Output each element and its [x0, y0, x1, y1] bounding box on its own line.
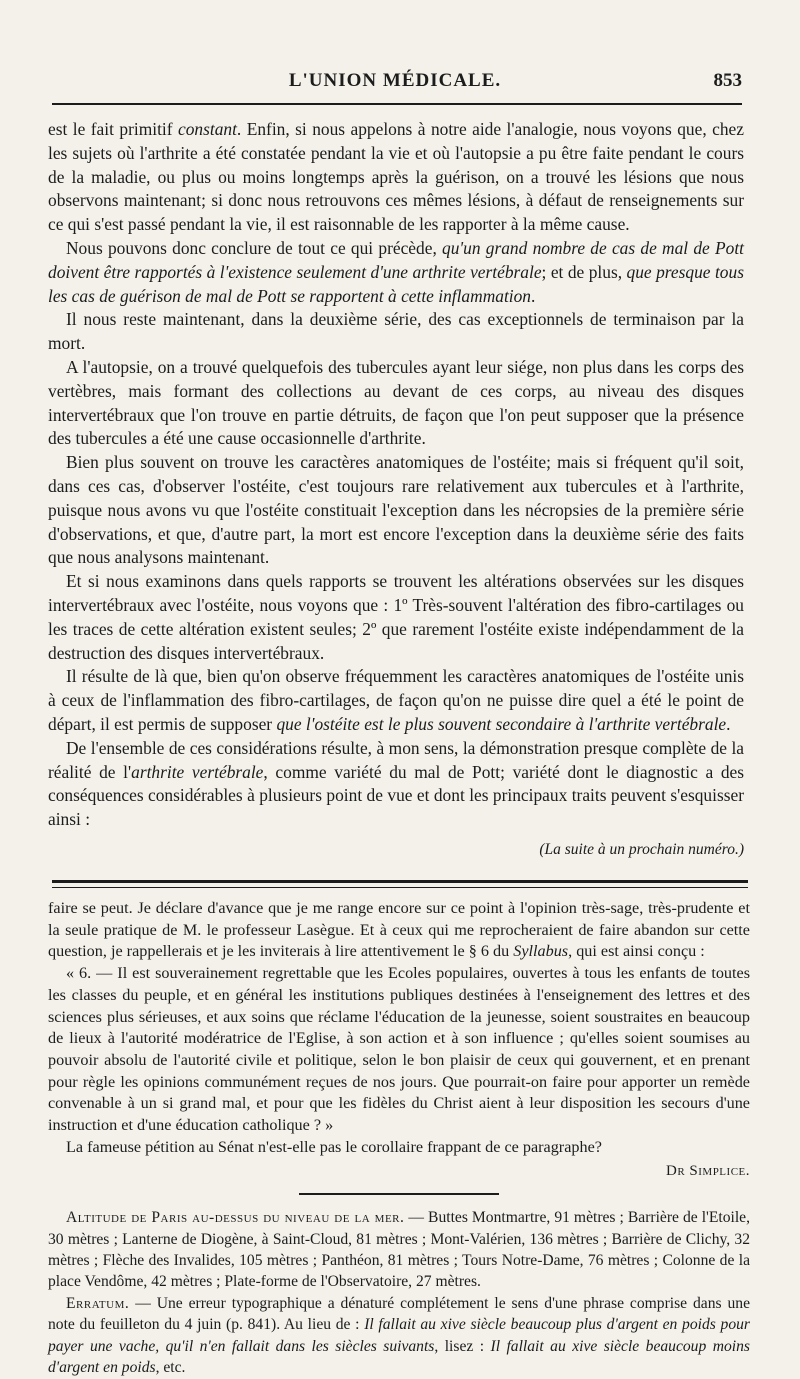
- emphasis-run: Il fallait au xive siècle beaucoup moins d'argent en poids: [48, 1337, 750, 1376]
- article-body: [48, 118, 744, 862]
- text-run: — Une erreur typographique a dénaturé complétement le sens d'une phrase comprise dans une note du feuilleton du 4 juin (p. 841). Au lieu de :: [48, 1294, 750, 1334]
- syllabus-quote: « 6. — Il est souverainement regrettable que les Ecoles populaires, ouvertes à tous les enfants de toutes les classes du peuple, et en général les institutions publiques destinées à l'enseignement des lettres et des sciences plus sérieuses, et aux soins que réclame l'éducation de la jeunesse, soient soustraites en beaucoup de lieux à l'autorité modératrice de l'Eglise, à son action et à son influence ; qu'elles soient soumises au pouvoir absolu de l'autorité civile et politique, selon le bon plaisir de ceux qui gouvernent, et en prenant pour règle les opinions communément reçues de nos jours. Que pourrait-on faire pour apporter un remède convenable à un si grand mal, et pour que les fidèles du Christ aient à leur disposition les secours d'une instruction et d'une éducation catholique ? »: [48, 964, 750, 1135]
- emphasis-run: que presque tous les cas de guérison de mal de Pott se rapportent à cette inflammation: [48, 261, 744, 306]
- text-run: est le fait primitif: [48, 119, 178, 139]
- article-paragraph: Il nous reste maintenant, dans la deuxième série, des cas exceptionnels de terminaison par la mort.: [48, 309, 744, 354]
- running-head: [48, 70, 742, 96]
- emphasis-run: qu'un grand nombre de cas de mal de Pott doivent être rapportés à l'existence seulement d'une arthrite vertébrale: [48, 237, 744, 282]
- erratum-note: [48, 1293, 750, 1379]
- article-paragraph: Et si nous examinons dans quels rapports se trouvent les altérations observées sur les disques intervertébraux avec l'ostéite, nous voyons que : 1º Très-souvent l'altération des fibro-cartilages ou les traces de cette altération existent seules; 2º que rarement l'ostéite existe indépendamment de la destruction des disques intervertébraux.: [48, 571, 744, 663]
- header-rule: [52, 103, 742, 105]
- text-run: , lisez :: [434, 1337, 491, 1355]
- text-run: , qui est ainsi conçu :: [568, 942, 705, 961]
- emphasis-run: que l'ostéite est le plus souvent secondaire à l'arthrite vertébrale: [276, 713, 727, 734]
- feuilleton-separator: [52, 880, 748, 888]
- text-run: .: [531, 285, 536, 306]
- text-run: ; et de plus,: [541, 261, 627, 282]
- article-paragraph: A l'autopsie, on a trouvé quelquefois des tubercules ayant leur siége, non plus dans les corps des vertèbres, mais formant des collections au devant de ces corps, au niveau des disques intervertébraux que l'on trouve en partie détruits, de façon que l'on peut supposer que la présence des tubercules a été une cause occasionnelle d'arthrite.: [48, 356, 744, 449]
- text-run: De l'ensemble de ces considérations résulte, à mon sens, la démonstration presque complète de la réalité de l': [48, 737, 744, 782]
- article-paragraph: [48, 665, 744, 736]
- emphasis-run: Syllabus: [513, 942, 569, 961]
- text-run: faire se peut. Je déclare d'avance que je me range encore sur ce point à l'opinion très-sage, très-prudente et la seule pratique de M. le professeur Lasègue. Et à ceux qui me reprocheraient de faire abandon sur cette question, je rappellerais et je les inviterais à lire attentivement le § 6 du: [48, 899, 750, 961]
- feuilleton-paragraph: La fameuse pétition au Sénat n'est-elle pas le corollaire frappant de ce paragraphe?: [66, 1137, 602, 1156]
- text-run: . Enfin, si nous appelons à notre aide l'analogie, nous voyons que, chez les sujets où l'arthrite a été constatée pendant la vie et où l'autopsie a pu être faite pendant le cours de la maladie, ou plus ou moins longtemps après la guérison, on a trouvé les lésions que nous observons maintenant; si donc nous retrouvons ces mêmes lésions, à défaut de renseignements sur ce qui s'est passé pendant la vie, il est raisonnable de les rapporter à la même cause.: [48, 119, 744, 235]
- page-number: 853: [713, 70, 742, 91]
- author-signature: Dr Simplice.: [665, 1163, 750, 1180]
- feuilleton-paragraph: [48, 898, 750, 963]
- emphasis-run: arthrite vertébrale: [131, 761, 264, 782]
- feuilleton-section: [48, 898, 750, 1378]
- notes-divider: [299, 1193, 499, 1195]
- note-heading: Erratum.: [66, 1294, 130, 1312]
- emphasis-run: constant: [177, 119, 237, 139]
- article-paragraph: [48, 237, 744, 308]
- continuation-note: (La suite à un prochain numéro.): [539, 840, 744, 858]
- text-run: Nous pouvons donc conclure de tout ce qui précède,: [66, 237, 443, 258]
- text-run: Il résulte de là que, bien qu'on observe fréquemment les caractères anatomiques de l'ostéite unis à ceux de l'inflammation des fibro-cartilages, de façon qu'on ne puisse dire quel a été le point de départ, il est permis de supposer: [48, 666, 744, 734]
- text-run: , etc.: [155, 1358, 186, 1376]
- text-run: , comme variété du mal de Pott; variété dont le diagnostic a des conséquences considérables à plusieurs point de vue et dont les principaux traits peuvent s'esquisser ainsi :: [48, 761, 744, 830]
- text-run: — Buttes Montmartre, 91 mètres ; Barrière de l'Etoile, 30 mètres ; Lanterne de Diogène, à Saint-Cloud, 81 mètres ; Mont-Valérien, 136 mètres ; Barrière de Clichy, 32 mètres ; Flèche des Invalides, 105 mètres ; Panthéon, 81 mètres ; Tours Notre-Dame, 76 mètres ; Colonne de la place Vendôme, 42 mètres ; Plate-forme de l'Observatoire, 27 mètres.: [48, 1209, 750, 1291]
- article-paragraph: [48, 118, 744, 237]
- text-run: .: [726, 713, 731, 734]
- altitude-note: [48, 1207, 750, 1293]
- article-paragraph: Bien plus souvent on trouve les caractères anatomiques de l'ostéite; mais si fréquent qu'il soit, dans ces cas, d'observer l'ostéite, c'est toujours rare relativement aux tubercules et à l'arthrite, puisque nous avons vu que l'ostéite constituait l'exception dans les nécropsies de la première série d'observations, et que, d'autre part, la mort est encore l'exception dans la deuxième série des faits que nous analysons maintenant.: [48, 452, 744, 568]
- journal-title: L'UNION MÉDICALE.: [288, 70, 502, 91]
- note-heading: Altitude de Paris au-dessus du niveau de la mer.: [66, 1209, 405, 1227]
- emphasis-run: Il fallait au xive siècle beaucoup plus d'argent en poids pour payer une vache, qu'il n'en fallait dans les siècles suivants: [48, 1316, 750, 1355]
- article-paragraph: [48, 737, 744, 832]
